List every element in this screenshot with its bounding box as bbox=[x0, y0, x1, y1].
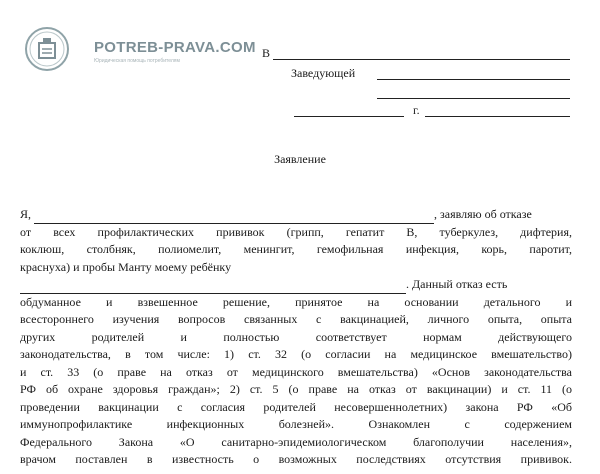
body-line-4: краснуха) и пробы Манту моему ребёнку bbox=[20, 259, 232, 274]
site-logo bbox=[24, 26, 256, 74]
addressee-line bbox=[262, 46, 270, 60]
addressee-blank bbox=[273, 59, 570, 60]
text-fragment: Я, bbox=[20, 207, 32, 221]
text-fragment: , заявляю об отказе bbox=[434, 207, 532, 221]
body-line-1 bbox=[20, 206, 532, 224]
city-blank bbox=[425, 116, 570, 117]
city-blank-left bbox=[294, 116, 404, 117]
body-line-12: проведении вакцинации с согласия родителей несовершеннолетних) закона РФ «Об bbox=[20, 399, 572, 414]
document-title: Заявление bbox=[274, 152, 326, 166]
body-line-8: других родителей и полностью соответствует нормам действующего bbox=[20, 329, 572, 344]
city-line bbox=[413, 103, 420, 117]
body-line-6: обдуманное и взвешенное решение, принятое на основании детального и bbox=[20, 294, 572, 309]
logo-tagline: Юридическая помощь потребителям bbox=[94, 58, 180, 64]
body-line-11: РФ об охране здоровья граждан»; 2) ст. 5 (о праве на отказ от вакцинации) и ст. 11 (о bbox=[20, 382, 572, 396]
body-line-7: всестороннего изучения вопросов связанных с вакцинацией, личного опыта, опыта bbox=[20, 312, 572, 326]
logo-name: POTREB-PRAVA.COM bbox=[94, 39, 256, 56]
body-line-2: от всех профилактических прививок (грипп, гепатит В, туберкулез, дифтерия, bbox=[20, 224, 572, 239]
body-line-15: врачом поставлен в известность о возможных последствиях отсутствия прививок. bbox=[20, 452, 572, 466]
child-name-blank bbox=[20, 282, 406, 294]
body-line-5 bbox=[20, 276, 507, 294]
head-name-blank bbox=[377, 98, 570, 99]
body-line-3: коклюш, столбняк, полиомелит, менингит, гемофильная инфекция, корь, паротит, bbox=[20, 242, 572, 256]
body-line-14: Федерального Закона «О санитарно-эпидемиологическом благополучии населения», bbox=[20, 434, 572, 449]
text-fragment: . Данный отказ есть bbox=[406, 277, 508, 291]
body-line-9: законодательства, в том числе: 1) ст. 32 (о согласии на медицинское вмешательство) bbox=[20, 347, 572, 361]
addressee-prefix: В bbox=[262, 46, 271, 60]
body-line-10: и ст. 33 (о праве на отказ от медицинского вмешательства) «Основ законодательства bbox=[20, 364, 572, 379]
head-label: Заведующей bbox=[291, 66, 356, 80]
body-line-13: иммунопрофилактике инфекционных болезней». Ознакомлен с содержением bbox=[20, 417, 572, 431]
full-name-blank bbox=[34, 212, 434, 224]
house-document-icon bbox=[24, 26, 70, 72]
city-label: г. bbox=[413, 103, 420, 117]
head-line bbox=[291, 66, 355, 80]
head-blank bbox=[377, 79, 570, 80]
